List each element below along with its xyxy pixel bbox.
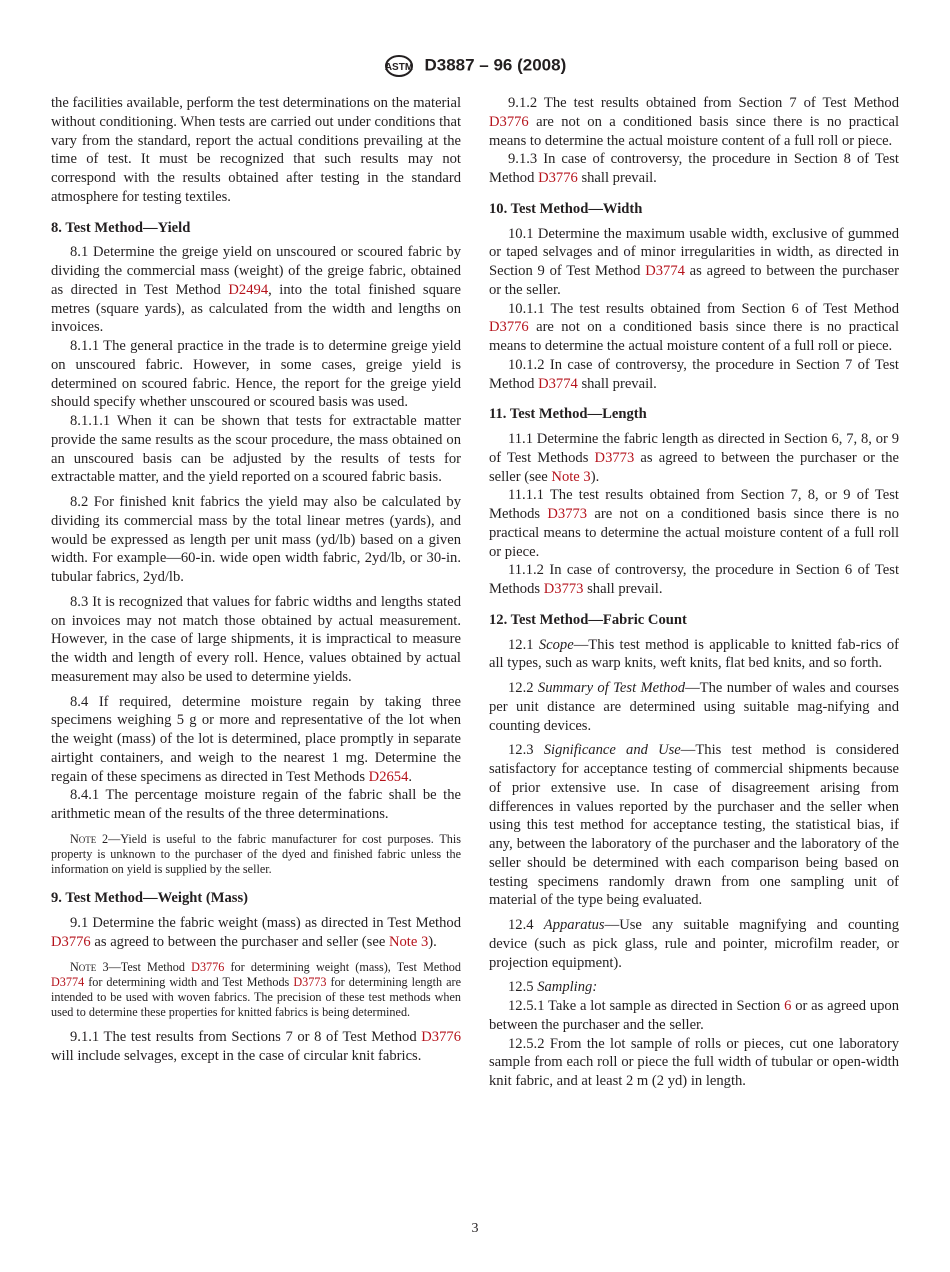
left-column xyxy=(51,94,461,1066)
text: 8.1.1.1 When it can be shown that tests for extractable matter provide the same results as the scour procedure, the mass obtained on an unscoured basis can be adjusted by the results of tests for extractable matter, and the yield reported on a scoured fabric basis. xyxy=(51,413,461,486)
paragraph xyxy=(489,1035,899,1091)
text: 12.1 xyxy=(508,636,539,653)
text: 10.1.1 The test results obtained from Section 6 of Test Method xyxy=(508,300,899,317)
paragraph xyxy=(489,225,899,300)
reference-link[interactable]: D3776 xyxy=(489,113,529,130)
text: 12.4 xyxy=(508,917,544,933)
text: as agreed to between the purchaser or the seller. xyxy=(489,263,899,298)
standard-designation: D3887 – 96 (2008) xyxy=(424,55,567,75)
text: 12. Test Method—Fabric Count xyxy=(489,611,687,628)
svg-text:ASTM: ASTM xyxy=(384,62,413,73)
text: 11.1.1 The test results obtained from Section 7, 8, or 9 of Test Methods xyxy=(489,487,899,522)
text: 8. Test Method—Yield xyxy=(51,219,191,236)
text: 8.4 If required, determine moisture regain by taking three specimens weighing 5 g or more and representative of the lot when the weight (mass) of the lot is determined, place promptly in separate airtight containers, and weigh to the nearest 1 mg. Determine the regain of these specimens as directed in Test Methods xyxy=(51,693,461,785)
paragraph xyxy=(489,997,899,1035)
reference-link[interactable]: D3774 xyxy=(645,263,685,279)
paragraph xyxy=(51,786,461,824)
paragraph xyxy=(51,94,461,207)
page-header xyxy=(0,54,950,78)
note-paragraph xyxy=(51,832,461,878)
reference-link[interactable]: D2654 xyxy=(368,768,409,785)
text: 9.1.2 The test results obtained from Section 7 of Test Method xyxy=(508,95,899,111)
text: 8.4.1 The percentage moisture regain of the fabric shall be the arithmetic mean of the results of the three determinations. xyxy=(51,787,461,822)
reference-link[interactable]: D3773 xyxy=(547,506,588,522)
text: ). xyxy=(428,933,437,950)
reference-link[interactable]: D3773 xyxy=(594,449,635,466)
text: 12.5 xyxy=(508,979,538,996)
text: 11.1 Determine the fabric length as directed in Section 6, 7, 8, or 9 of Test Methods xyxy=(489,431,899,466)
reference-link[interactable]: D2494 xyxy=(228,281,269,298)
text: shall prevail. xyxy=(583,581,663,597)
paragraph xyxy=(51,412,461,487)
text: —The number of wales and courses per unit distance are determined using suitable mag-nifying and counting devices. xyxy=(489,680,900,734)
paragraph xyxy=(51,1028,461,1066)
italic-term: Scope xyxy=(538,636,574,653)
italic-term: Significance and Use xyxy=(543,742,681,759)
text: 11. Test Method—Length xyxy=(489,406,647,423)
note-paragraph xyxy=(51,960,461,1021)
paragraph xyxy=(489,486,899,561)
paragraph xyxy=(489,679,899,735)
text: for determining width and Test Methods xyxy=(84,974,294,989)
text: 10. Test Method—Width xyxy=(489,200,643,217)
paragraph xyxy=(51,593,461,687)
italic-term: Sampling: xyxy=(537,979,598,996)
reference-link[interactable]: D3774 xyxy=(538,375,578,392)
text: the facilities available, perform the test determinations on the material without conditioning. When tests are carried out under conditions that vary from the standard, report the actual conditions prevailing at the time of test. It must be recognized that such results may not correspond with the results obtained after testing in the standard atmosphere for testing textiles. xyxy=(51,95,461,205)
text: are not on a conditioned basis since there is no practical means to determine the actual moisture content of a full roll or piece. xyxy=(489,319,899,354)
paragraph xyxy=(51,693,461,787)
text: 12.5.1 Take a lot sample as directed in Section xyxy=(508,998,785,1014)
reference-link[interactable]: D3776 xyxy=(538,170,578,186)
text: 10.1.2 In case of controversy, the procedure in Section 7 of Test Method xyxy=(489,356,899,392)
text: —This test method is considered satisfactory for acceptance testing of commercial shipments because of prior extensive use. In case of disagreement arising from differences in values reported by the purchaser and the seller when using this test method for acceptance testing, the statistical bias, if any, between the laboratory of the purchaser and the laboratory of the seller should be determined with each comparison being based on testing specimens randomly drawn from one sampling unit of material of the type being evaluated. xyxy=(489,742,900,909)
paragraph xyxy=(489,356,899,394)
text: for determining weight (mass), Test Method xyxy=(224,959,461,974)
text: 12.3 xyxy=(508,742,544,759)
text: , into the total finished square metres (square yards), as calculated from the width and lengths on invoices. xyxy=(51,281,461,336)
text: as agreed to between the purchaser and seller (see xyxy=(90,933,389,950)
section-heading xyxy=(489,405,899,424)
text: 9.1.1 The test results from Sections 7 or 8 of Test Method xyxy=(70,1029,422,1046)
text: shall prevail. xyxy=(577,375,657,392)
section-heading xyxy=(51,889,461,908)
note-label: Note xyxy=(70,831,97,846)
section-heading xyxy=(489,200,899,219)
paragraph xyxy=(489,636,899,674)
italic-term: Summary of Test Method xyxy=(537,680,686,696)
reference-link[interactable]: D3776 xyxy=(489,319,529,336)
text: are not on a conditioned basis since there is no practical means to determine the actual moisture content of a full roll or piece. xyxy=(489,113,899,149)
section-heading xyxy=(51,219,461,238)
reference-link[interactable]: D3774 xyxy=(51,974,85,989)
section-heading xyxy=(489,611,899,630)
page-number: 3 xyxy=(471,1221,479,1236)
text: ). xyxy=(590,468,600,485)
paragraph xyxy=(489,561,899,599)
text: shall prevail. xyxy=(577,170,657,186)
paragraph xyxy=(51,337,461,412)
reference-link[interactable]: Note 3 xyxy=(551,468,591,485)
text: 9. Test Method—Weight (Mass) xyxy=(51,890,249,907)
text: 8.2 For finished knit fabrics the yield may also be calculated by dividing its commercial mass by the total linear metres (yards), and would be expressed as length per unit mass (yd/lb) based on a given width. For example—60-in. wide open width fabric, 2yd/lb, or 30-in. tubular fabrics, 2yd/lb. xyxy=(51,494,461,585)
text: 8.1 Determine the greige yield on unscoured or scoured fabric by dividing the commercial mass (weight) of the greige fabric, obtained as directed in Test Method xyxy=(51,244,461,298)
reference-link[interactable]: D3776 xyxy=(191,959,225,974)
astm-logo-icon xyxy=(384,54,414,78)
text: 8.3 It is recognized that values for fabric widths and lengths stated on invoices may not match those obtained by actual measurement. However, in the case of large shipments, it is impractical to measure the width and length of every roll. Hence, values obtained by actual measurement may also be used to determine yields. xyxy=(51,593,461,685)
paragraph xyxy=(489,741,899,910)
reference-link[interactable]: 6 xyxy=(784,998,792,1014)
text: 10.1 Determine the maximum usable width, exclusive of gummed or taped selvages and of minor irregularities in width, as directed in Section 9 of Test Method xyxy=(489,225,899,279)
paragraph xyxy=(489,978,899,997)
reference-link[interactable]: D3776 xyxy=(421,1029,461,1046)
text: 11.1.2 In case of controversy, the procedure in Section 6 of Test Methods xyxy=(489,562,899,597)
paragraph xyxy=(51,493,461,587)
paragraph xyxy=(489,300,899,356)
text: 9.1.3 In case of controversy, the procedure in Section 8 of Test Method xyxy=(489,151,899,186)
italic-term: Apparatus xyxy=(543,917,605,933)
text: 12.2 xyxy=(508,680,538,696)
reference-link[interactable]: D3776 xyxy=(51,933,91,950)
paragraph xyxy=(489,94,899,150)
paragraph xyxy=(51,914,461,952)
text: 8.1.1 The general practice in the trade is to determine greige yield on unscoured fabric. However, in some cases, greige yield is determined on scoured fabric. Hence, the report for the greige yield should specify whether unscoured or scoured basis was used. xyxy=(51,338,461,411)
paragraph xyxy=(489,916,899,972)
text: 12.5.2 From the lot sample of rolls or pieces, cut one laboratory sample from each roll or piece the full width of tubular or open-width knit fabric, and at least 2 m (2 yd) in length. xyxy=(489,1035,899,1089)
text: 9.1 Determine the fabric weight (mass) as directed in Test Method xyxy=(70,915,461,932)
paragraph xyxy=(51,243,461,337)
text: 3—Test Method xyxy=(96,959,192,974)
reference-link[interactable]: Note 3 xyxy=(388,933,429,950)
right-column xyxy=(489,94,899,1091)
text: as agreed to between the purchaser or the seller (see xyxy=(489,449,899,485)
text: will include selvages, except in the case of circular knit fabrics. xyxy=(51,1048,422,1065)
paragraph xyxy=(489,150,899,188)
text: or as agreed upon between the purchaser and the seller. xyxy=(489,998,900,1033)
text: —Use any suitable magnifying and counting device (such as pick glass, rule and pointer, microfilm reader, or projection equipment). xyxy=(489,917,900,971)
text: —This test method is applicable to knitted fab-rics of all types, such as warp knits, weft knits, flat bed knits, and so forth. xyxy=(489,636,899,672)
text: are not on a conditioned basis since there is no practical means to determine the actual moisture content of a full roll or piece. xyxy=(489,506,899,560)
text: for determining length are intended to be used with woven fabrics. The precision of these test methods when used to determine these properties for knitted fabrics is being determined. xyxy=(51,974,461,1020)
reference-link[interactable]: D3773 xyxy=(293,974,327,989)
reference-link[interactable]: D3773 xyxy=(543,581,584,597)
note-label: Note xyxy=(70,959,97,974)
text: 2—Yield is useful to the fabric manufacturer for cost purposes. This property is unknown to the purchaser of the dyed and finished fabric unless the information on yield is supplied by the seller. xyxy=(51,831,461,877)
paragraph xyxy=(489,430,899,486)
text: . xyxy=(408,768,413,785)
